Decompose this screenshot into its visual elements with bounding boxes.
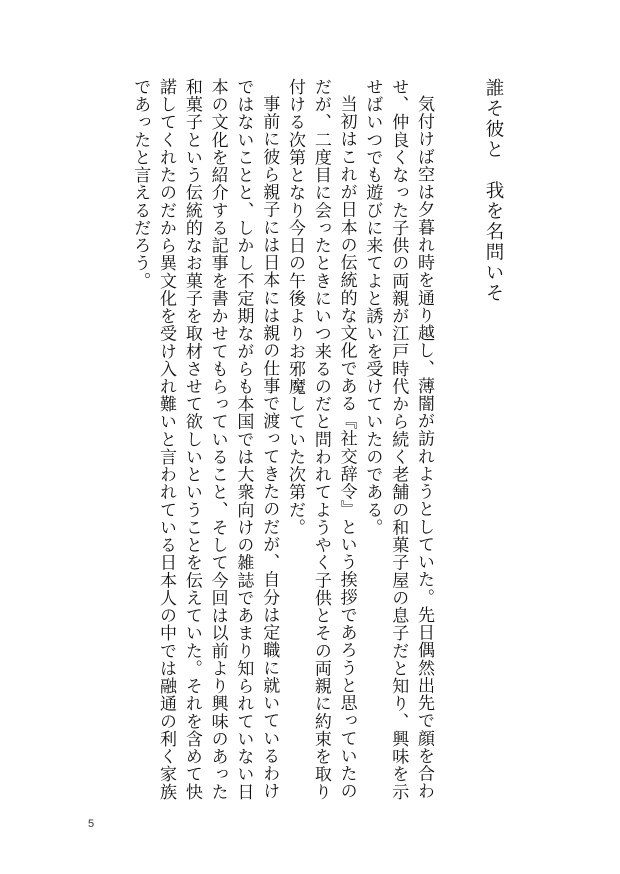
chapter-title: 誰そ彼と 我を名問いそ — [483, 78, 504, 304]
paragraph: 事前に彼ら親子には日本には親の仕事で渡ってきたのだが、自分は定職に就いているわけではないことと、しかし不定期ながらも本国では大衆向けの雑誌であまり知られていない日本の文化を紹介する記事を書かせてもらっていること、そして今回は以前より興味のあった和菓子という伝統的なお菓子を取材させて欲しいということを伝えていた。それを含めて快諾してくれたのだから異文化を受け入れ難いと言われている日本人の中では融通の利く家族であったと言えるだろう。 — [130, 78, 280, 801]
paragraph: 気付けば空は夕暮れ時を通り越し、薄闇が訪れようとしていた。先日偶然出先で顔を合わせ、仲良くなった子供の両親が江戸時代から続く老舗の和菓子屋の息子だと知り、興味を示せばいつでも遊びに来てよと誘いを受けていたのである。 — [362, 78, 434, 801]
paragraph: 当初はこれが日本の伝統的な文化である『社交辞令』という挨拶であろうと思っていたのだが、二度目に会ったときにいつ来るのだと問われてようやく子供とその両親に約束を取り付ける次第となり今日の午後よりお邪魔していた次第だ。 — [285, 78, 357, 801]
page-number: 5 — [88, 818, 95, 830]
body-text — [120, 78, 436, 808]
